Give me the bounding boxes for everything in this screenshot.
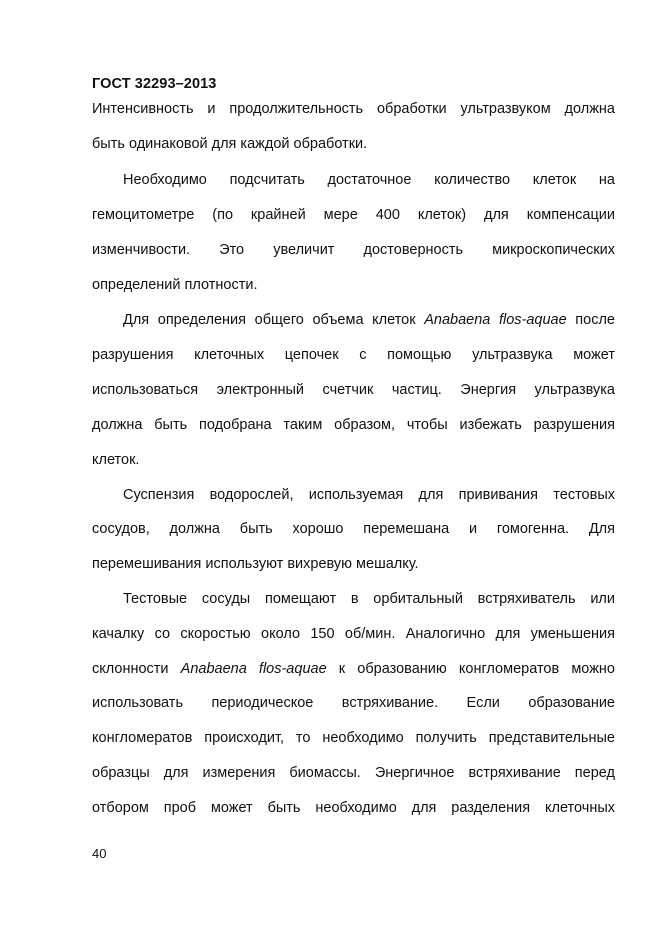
text-line: конгломератов происходит, то необходимо получить представительные: [92, 730, 615, 746]
text-line: изменчивости. Это увеличит достоверность микроскопических: [92, 242, 615, 258]
text-line: отбором проб может быть необходимо для разделения клеточных: [92, 800, 615, 816]
paragraph-first-line: Суспензия водорослей, используемая для прививания тестовых: [123, 487, 615, 503]
text-line: должна быть подобрана таким образом, чтобы избежать разрушения: [92, 417, 615, 433]
species-name: Anabaena flos-aquae: [180, 661, 327, 677]
text-line: Интенсивность и продолжительность обработки ультразвуком должна: [92, 101, 615, 117]
document-header: ГОСТ 32293–2013: [92, 76, 217, 92]
paragraph-first-line: Необходимо подсчитать достаточное количество клеток на: [123, 172, 615, 188]
text-line: качалку со скоростью около 150 об/мин. Аналогично для уменьшения: [92, 626, 615, 642]
species-name: Anabaena flos-aquae: [424, 312, 567, 328]
text-line: быть одинаковой для каждой обработки.: [92, 136, 368, 152]
text-line: использоваться электронный счетчик частиц. Энергия ультразвука: [92, 382, 615, 398]
text-line: сосудов, должна быть хорошо перемешана и гомогенна. Для: [92, 521, 615, 537]
text-line: образцы для измерения биомассы. Энергичное встряхивание перед: [92, 765, 615, 781]
page-number: 40: [92, 846, 107, 861]
text-line: перемешивания используют вихревую мешалку.: [92, 556, 419, 572]
text-line: определений плотности.: [92, 277, 258, 293]
text-line: клеток.: [92, 452, 140, 468]
text-line: гемоцитометре (по крайней мере 400 клеток) для компенсации: [92, 207, 615, 223]
text-line: склонности Anabaena flos-aquae к образованию конгломератов можно: [92, 661, 615, 677]
paragraph-first-line: Для определения общего объема клеток Anabaena flos-aquae после: [123, 312, 615, 328]
text-line: разрушения клеточных цепочек с помощью ультразвука может: [92, 347, 615, 363]
paragraph-first-line: Тестовые сосуды помещают в орбитальный встряхиватель или: [123, 591, 615, 607]
text-line: использовать периодическое встряхивание. Если образование: [92, 695, 615, 711]
